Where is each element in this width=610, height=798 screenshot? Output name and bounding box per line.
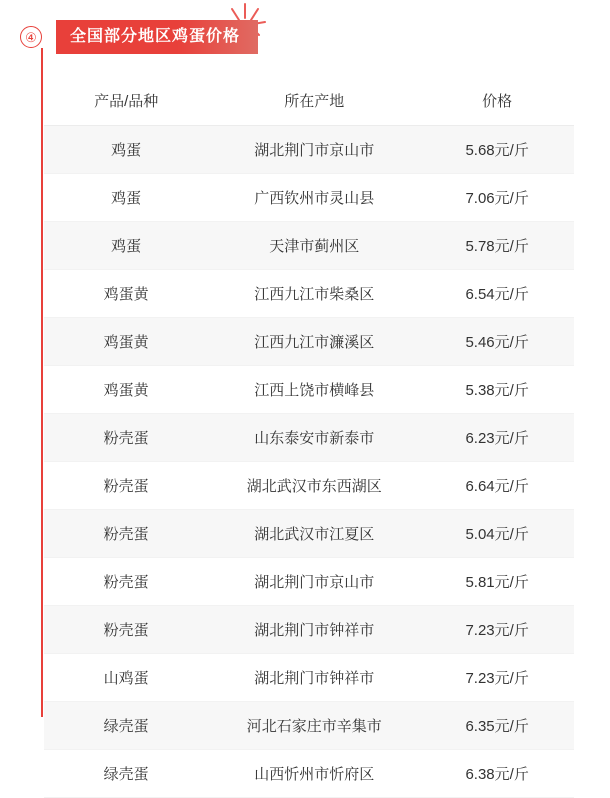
cell-price: 6.38元/斤 (420, 750, 574, 798)
column-header-origin: 所在产地 (208, 76, 420, 126)
table-row (44, 222, 574, 270)
cell-price: 6.54元/斤 (420, 270, 574, 318)
cell-price: 5.46元/斤 (420, 318, 574, 366)
cell-product: 粉壳蛋 (44, 558, 208, 606)
cell-product: 鸡蛋 (44, 222, 208, 270)
table-row (44, 654, 574, 702)
cell-origin: 江西九江市柴桑区 (208, 270, 420, 318)
cell-origin: 河北石家庄市辛集市 (208, 702, 420, 750)
left-accent-rule (41, 48, 43, 717)
cell-origin: 山东泰安市新泰市 (208, 414, 420, 462)
table-row (44, 750, 574, 798)
cell-origin: 江西上饶市横峰县 (208, 366, 420, 414)
cell-origin: 江西九江市濂溪区 (208, 318, 420, 366)
price-table (44, 76, 574, 798)
cell-product: 鸡蛋黄 (44, 270, 208, 318)
column-header-product: 产品/品种 (44, 76, 208, 126)
cell-product: 鸡蛋 (44, 126, 208, 174)
table-row (44, 126, 574, 174)
cell-price: 6.64元/斤 (420, 462, 574, 510)
cell-price: 5.78元/斤 (420, 222, 574, 270)
table-row (44, 606, 574, 654)
cell-product: 鸡蛋黄 (44, 318, 208, 366)
cell-product: 绿壳蛋 (44, 750, 208, 798)
cell-origin: 天津市蓟州区 (208, 222, 420, 270)
table-header-row (44, 76, 574, 126)
table-row (44, 366, 574, 414)
table-row (44, 558, 574, 606)
column-header-price: 价格 (420, 76, 574, 126)
cell-product: 绿壳蛋 (44, 702, 208, 750)
page-title: 全国部分地区鸡蛋价格 (56, 20, 258, 54)
cell-origin: 山西忻州市忻府区 (208, 750, 420, 798)
cell-product: 鸡蛋黄 (44, 366, 208, 414)
table-row (44, 702, 574, 750)
cell-price: 7.06元/斤 (420, 174, 574, 222)
cell-product: 山鸡蛋 (44, 654, 208, 702)
cell-origin: 湖北荆门市京山市 (208, 126, 420, 174)
cell-product: 粉壳蛋 (44, 510, 208, 558)
cell-price: 7.23元/斤 (420, 606, 574, 654)
table-row (44, 462, 574, 510)
cell-price: 6.23元/斤 (420, 414, 574, 462)
section-header (0, 0, 610, 62)
cell-product: 鸡蛋 (44, 174, 208, 222)
table-row (44, 174, 574, 222)
cell-price: 5.38元/斤 (420, 366, 574, 414)
cell-origin: 广西钦州市灵山县 (208, 174, 420, 222)
cell-origin: 湖北荆门市钟祥市 (208, 654, 420, 702)
cell-product: 粉壳蛋 (44, 606, 208, 654)
table-row (44, 510, 574, 558)
cell-price: 5.68元/斤 (420, 126, 574, 174)
cell-origin: 湖北荆门市钟祥市 (208, 606, 420, 654)
section-number-badge: ④ (20, 26, 42, 48)
cell-origin: 湖北武汉市江夏区 (208, 510, 420, 558)
cell-price: 6.35元/斤 (420, 702, 574, 750)
table-header (44, 76, 574, 126)
cell-price: 5.04元/斤 (420, 510, 574, 558)
cell-price: 7.23元/斤 (420, 654, 574, 702)
cell-origin: 湖北荆门市京山市 (208, 558, 420, 606)
cell-product: 粉壳蛋 (44, 414, 208, 462)
cell-price: 5.81元/斤 (420, 558, 574, 606)
table-body (44, 126, 574, 798)
table-row (44, 318, 574, 366)
cell-product: 粉壳蛋 (44, 462, 208, 510)
table-row (44, 414, 574, 462)
cell-origin: 湖北武汉市东西湖区 (208, 462, 420, 510)
price-table-container (44, 76, 574, 798)
table-row (44, 270, 574, 318)
